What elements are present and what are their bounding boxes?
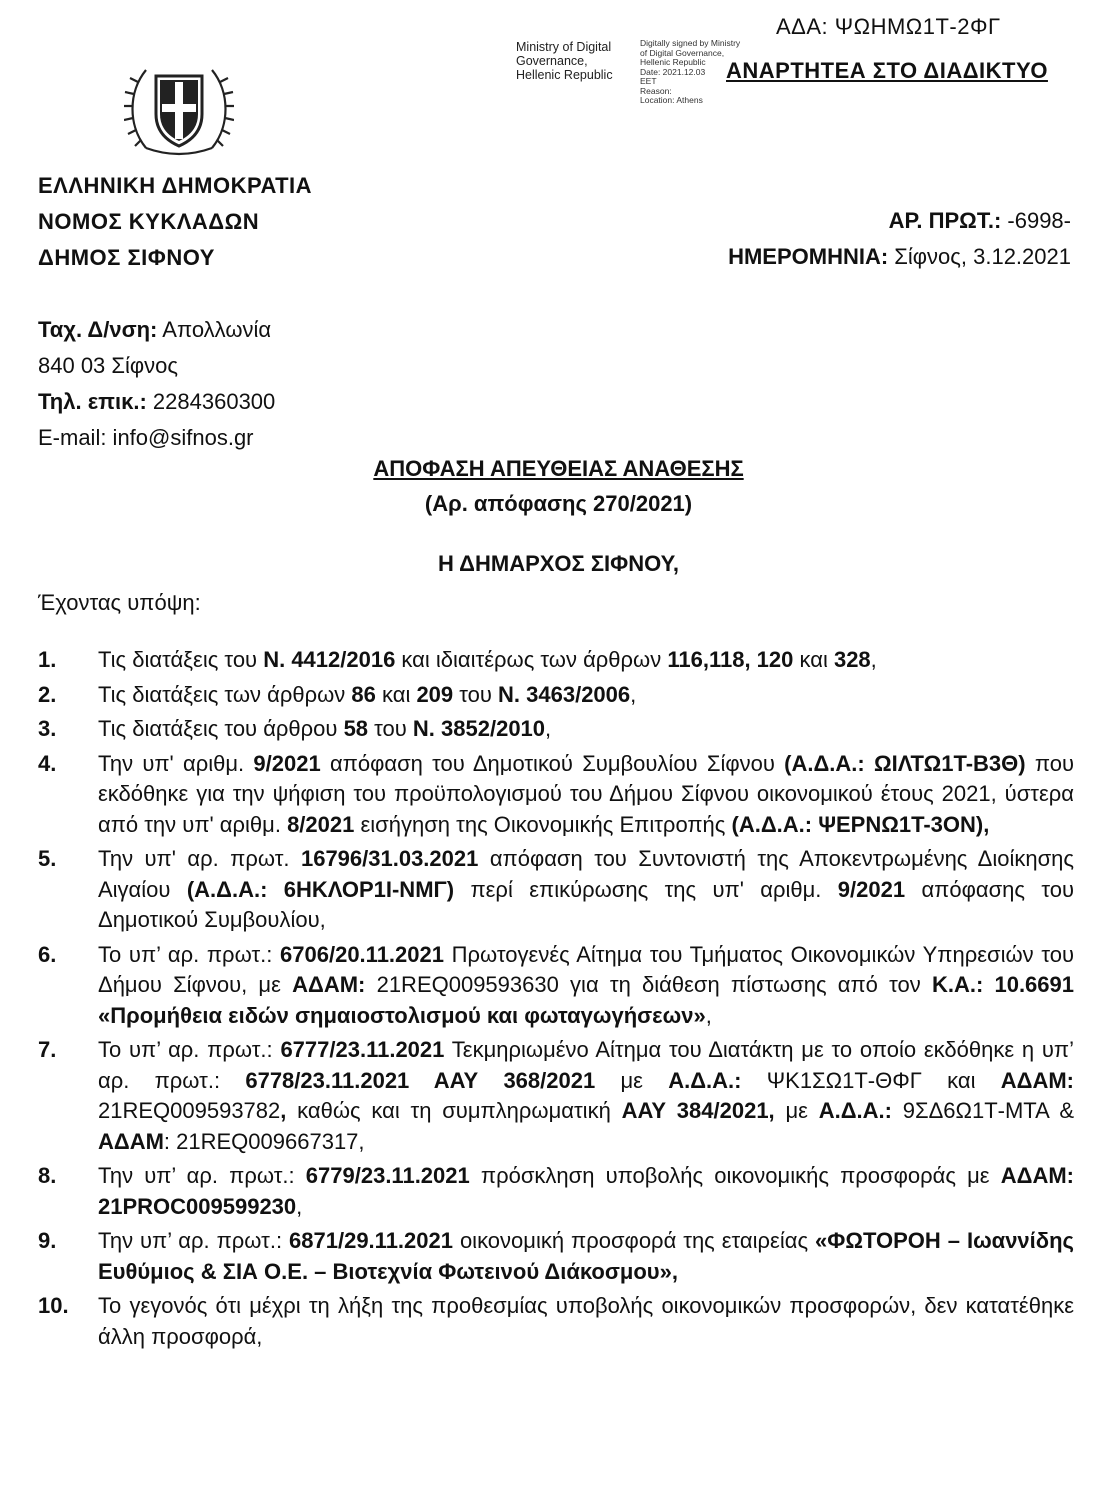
list-item-text: Την υπ’ αρ. πρωτ.: 6871/29.11.2021 οικονομική προσφορά της εταιρείας «ΦΩΤΟΡΟΗ – Ιωαννίδης Ευθύμιος & ΣΙΑ Ο.Ε. – Βιοτεχνία Φωτεινού Διάκοσμου», [98, 1228, 1074, 1284]
phone-value: 2284360300 [146, 389, 276, 414]
date-label: ΗΜΕΡΟΜΗΝΙΑ: [728, 244, 889, 269]
list-item-number: 3. [38, 716, 57, 741]
authority-line: ΕΛΛΗΝΙΚΗ ΔΗΜΟΚΡΑΤΙΑ [38, 173, 313, 198]
list-item-number: 4. [38, 750, 57, 776]
list-item-text: Το υπ’ αρ. πρωτ.: 6706/20.11.2021 Πρωτογενές Αίτημα του Τμήματος Οικονομικών Υπηρεσιών του Δήμου Σίφνου, με ΑΔΑΜ: 21REQ009593630 για τη διάθεση πίστωσης από τον Κ.Α.: 10.6691 «Προμήθεια ειδών σημαιοστολισμού και φωταγωγήσεων», [98, 941, 1074, 1028]
list-item-text: Την υπ' αρ. πρωτ. 16796/31.03.2021 απόφαση του Συντονιστή της Αποκεντρωμένης Διοίκησης Αιγαίου (Α.Δ.Α.: 6ΗΚΛΟΡ1Ι-ΝΜΓ) περί επικύρωσης της υπ' αριθμ. 9/2021 απόφασης του Δημοτικού Συμβουλίου, [98, 846, 1074, 932]
address-label: Ταχ. Δ/νση: [38, 317, 158, 342]
authority-line: ΔΗΜΟΣ ΣΙΦΝΟΥ [38, 245, 215, 270]
signature-detail: Date: 2021.12.03 [640, 66, 706, 77]
signer-line: Governance, [516, 54, 588, 68]
address-value: Απολλωνία [157, 317, 272, 342]
intro-text: Έχοντας υπόψη: [38, 590, 201, 615]
date-value: Σίφνος, 3.12.2021 [888, 244, 1071, 269]
ada-code: ΑΔΑ: ΨΩΗΜΩ1Τ-2ΦΓ [776, 14, 1001, 39]
protocol-label: ΑΡ. ΠΡΩΤ.: [888, 208, 1002, 233]
phone-label: Τηλ. επικ.: [38, 389, 147, 414]
list-item-text: Τις διατάξεις του άρθρου 58 του Ν. 3852/2010, [98, 716, 552, 741]
list-item [38, 749, 1074, 841]
list-item-number: 6. [38, 941, 57, 967]
signature-detail: Digitally signed by Ministry [640, 38, 741, 48]
list-item-text: Τις διατάξεις των άρθρων 86 και 209 του Ν. 3463/2006, [98, 681, 637, 707]
list-item-text: Το υπ’ αρ. πρωτ.: 6777/23.11.2021 Τεκμηριωμένο Αίτημα του Διατάκτη με το οποίο εκδόθηκε η υπ’ αρ. πρωτ.: 6778/23.11.2021 ΑΑΥ 368/2021 με Α.Δ.Α.: ΨΚ1ΣΩ1Τ-ΘΦΓ και ΑΔΑΜ: 21REQ009593782, καθώς και τη συμπληρωματική ΑΑΥ 384/2021, με Α.Δ.Α.: 9ΣΔ6Ω1Τ-ΜΤΑ & ΑΔΑΜ: 21REQ009667317, [98, 1037, 1075, 1154]
protocol-number [728, 203, 1071, 239]
mayor-heading: Η ΔΗΜΑΡΧΟΣ ΣΙΦΝΟΥ, [437, 551, 679, 576]
issuing-authority [38, 168, 312, 276]
list-item [38, 844, 1074, 936]
list-item [38, 680, 1074, 711]
signature-detail: EET [640, 76, 657, 86]
decision-title: ΑΠΟΦΑΣΗ ΑΠΕΥΘΕΙΑΣ ΑΝΑΘΕΣΗΣ [373, 456, 744, 481]
list-item-number: 1. [38, 647, 57, 672]
signature-detail: of Digital Governance, [640, 47, 725, 58]
decision-number: (Αρ. απόφασης 270/2021) [424, 491, 693, 516]
list-item [38, 1161, 1074, 1222]
list-item [38, 1291, 1074, 1352]
signature-detail: Location: Athens [640, 95, 703, 105]
signer-line: Hellenic Republic [516, 68, 613, 82]
greek-coat-of-arms-icon [124, 56, 234, 158]
list-item-text: Την υπ’ αρ. πρωτ.: 6779/23.11.2021 πρόσκληση υποβολής οικονομικής προσφοράς με ΑΔΑΜ: 21PROC009599230, [98, 1163, 1074, 1219]
list-item-number: 9. [38, 1228, 57, 1253]
contact-details [38, 312, 275, 456]
list-item [38, 940, 1074, 1032]
list-item [38, 1035, 1074, 1157]
email: E-mail: info@sifnos.gr [38, 425, 254, 450]
list-item [38, 645, 1074, 676]
list-item-number: 7. [38, 1037, 57, 1062]
list-item-number: 2. [38, 681, 57, 707]
list-item-number: 8. [38, 1163, 57, 1188]
list-item [38, 1226, 1074, 1287]
postal-address [38, 312, 275, 348]
protocol-block [728, 203, 1071, 275]
protocol-value: -6998- [1001, 208, 1071, 233]
post-online-notice: ΑΝΑΡΤΗΤΕΑ ΣΤΟ ΔΙΑΔΙΚΤΥΟ [726, 58, 1048, 83]
list-item-number: 10. [38, 1293, 69, 1318]
list-item-text: Το γεγονός ότι μέχρι τη λήξη της προθεσμίας υποβολής οικονομικών προσφορών, δεν κατατέθηκε άλλη προσφορά, [98, 1293, 1074, 1349]
digital-signer [516, 40, 613, 82]
list-item-text: Τις διατάξεις του Ν. 4412/2016 και ιδιαιτέρως των άρθρων 116,118, 120 και 328, [98, 647, 877, 672]
list-item-text: Την υπ' αριθμ. 9/2021 απόφαση του Δημοτικού Συμβουλίου Σίφνου (Α.Δ.Α.: ΩΙΛΤΩ1Τ-Β3Θ) που εκδόθηκε για την ψήφιση του προϋπολογισμού του Δήμου Σίφνου οικονομικού έτους 2021, ύστερα από την υπ' αριθμ. 8/2021 εισήγηση της Οικονομικής Επιτροπής (Α.Δ.Α.: ΨΕΡΝΩ1Τ-3ΟΝ), [98, 750, 1074, 837]
authority-line: ΝΟΜΟΣ ΚΥΚΛΑΔΩΝ [38, 209, 260, 234]
list-item [38, 714, 1074, 745]
document-date [728, 239, 1071, 275]
list-item-number: 5. [38, 846, 57, 871]
postcode: 840 03 Σίφνος [38, 353, 178, 378]
signature-detail: Reason: [640, 85, 672, 96]
phone [38, 384, 275, 420]
considerations-list [38, 645, 1074, 1356]
signature-detail: Hellenic Republic [640, 57, 706, 67]
signer-line: Ministry of Digital [516, 40, 612, 54]
